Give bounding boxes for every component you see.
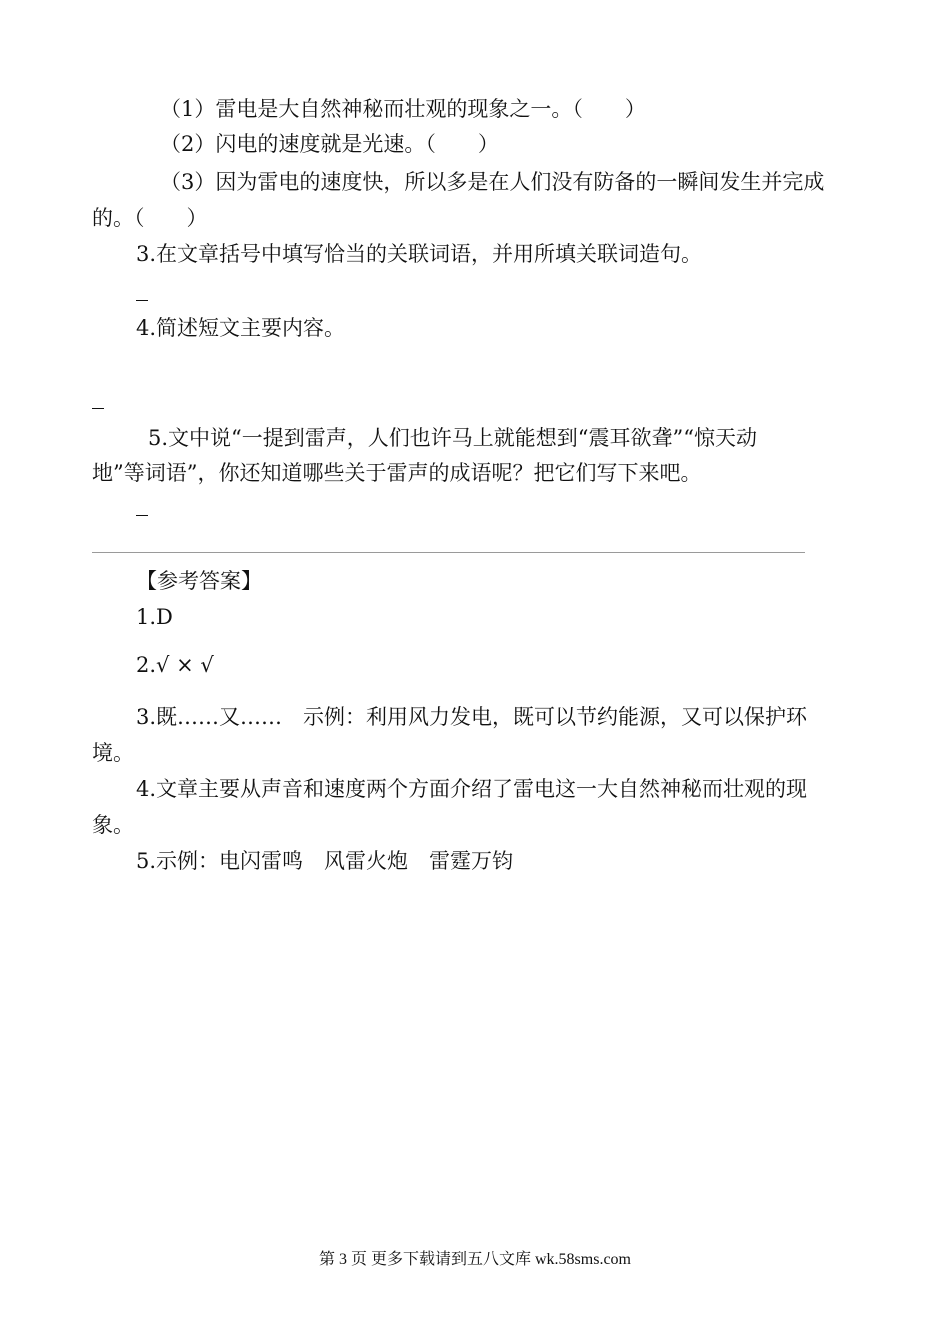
answer-blank-4 — [92, 408, 104, 409]
answer-blank-5 — [136, 515, 148, 516]
answer-1: 1.D — [136, 605, 173, 629]
answer-2: 2.√ × √ — [136, 653, 214, 677]
divider — [92, 552, 805, 553]
question-5-line-2: 地”等词语”，你还知道哪些关于雷声的成语呢？把它们写下来吧。 — [92, 461, 702, 485]
question-2-item-2: （2）闪电的速度就是光速。（ ） — [160, 132, 499, 156]
question-2-item-3-line-1: （3）因为雷电的速度快，所以多是在人们没有防备的一瞬间发生并完成 — [160, 170, 825, 194]
answers-heading: 【参考答案】 — [136, 569, 262, 593]
question-5-line-1: 5.文中说“一提到雷声，人们也许马上就能想到“震耳欲聋”“惊天动 — [148, 426, 757, 450]
answer-3-line-1: 3.既……又…… 示例：利用风力发电，既可以节约能源，又可以保护环 — [136, 705, 808, 729]
page-footer: 第 3 页 更多下载请到五八文库 wk.58sms.com — [318, 1251, 631, 1268]
question-2-item-3-line-2: 的。（ ） — [92, 206, 208, 230]
question-3: 3.在文章括号中填写恰当的关联词语，并用所填关联词造句。 — [136, 242, 703, 266]
question-4: 4.简述短文主要内容。 — [136, 316, 346, 340]
answer-blank-3 — [136, 300, 148, 301]
answer-3-line-2: 境。 — [92, 741, 134, 765]
answer-5: 5.示例：电闪雷鸣 风雷火炮 雷霆万钧 — [136, 849, 514, 873]
answer-4-line-2: 象。 — [92, 813, 134, 837]
answer-4-line-1: 4.文章主要从声音和速度两个方面介绍了雷电这一大自然神秘而壮观的现 — [136, 777, 808, 801]
question-2-item-1: （1）雷电是大自然神秘而壮观的现象之一。（ ） — [160, 97, 646, 121]
